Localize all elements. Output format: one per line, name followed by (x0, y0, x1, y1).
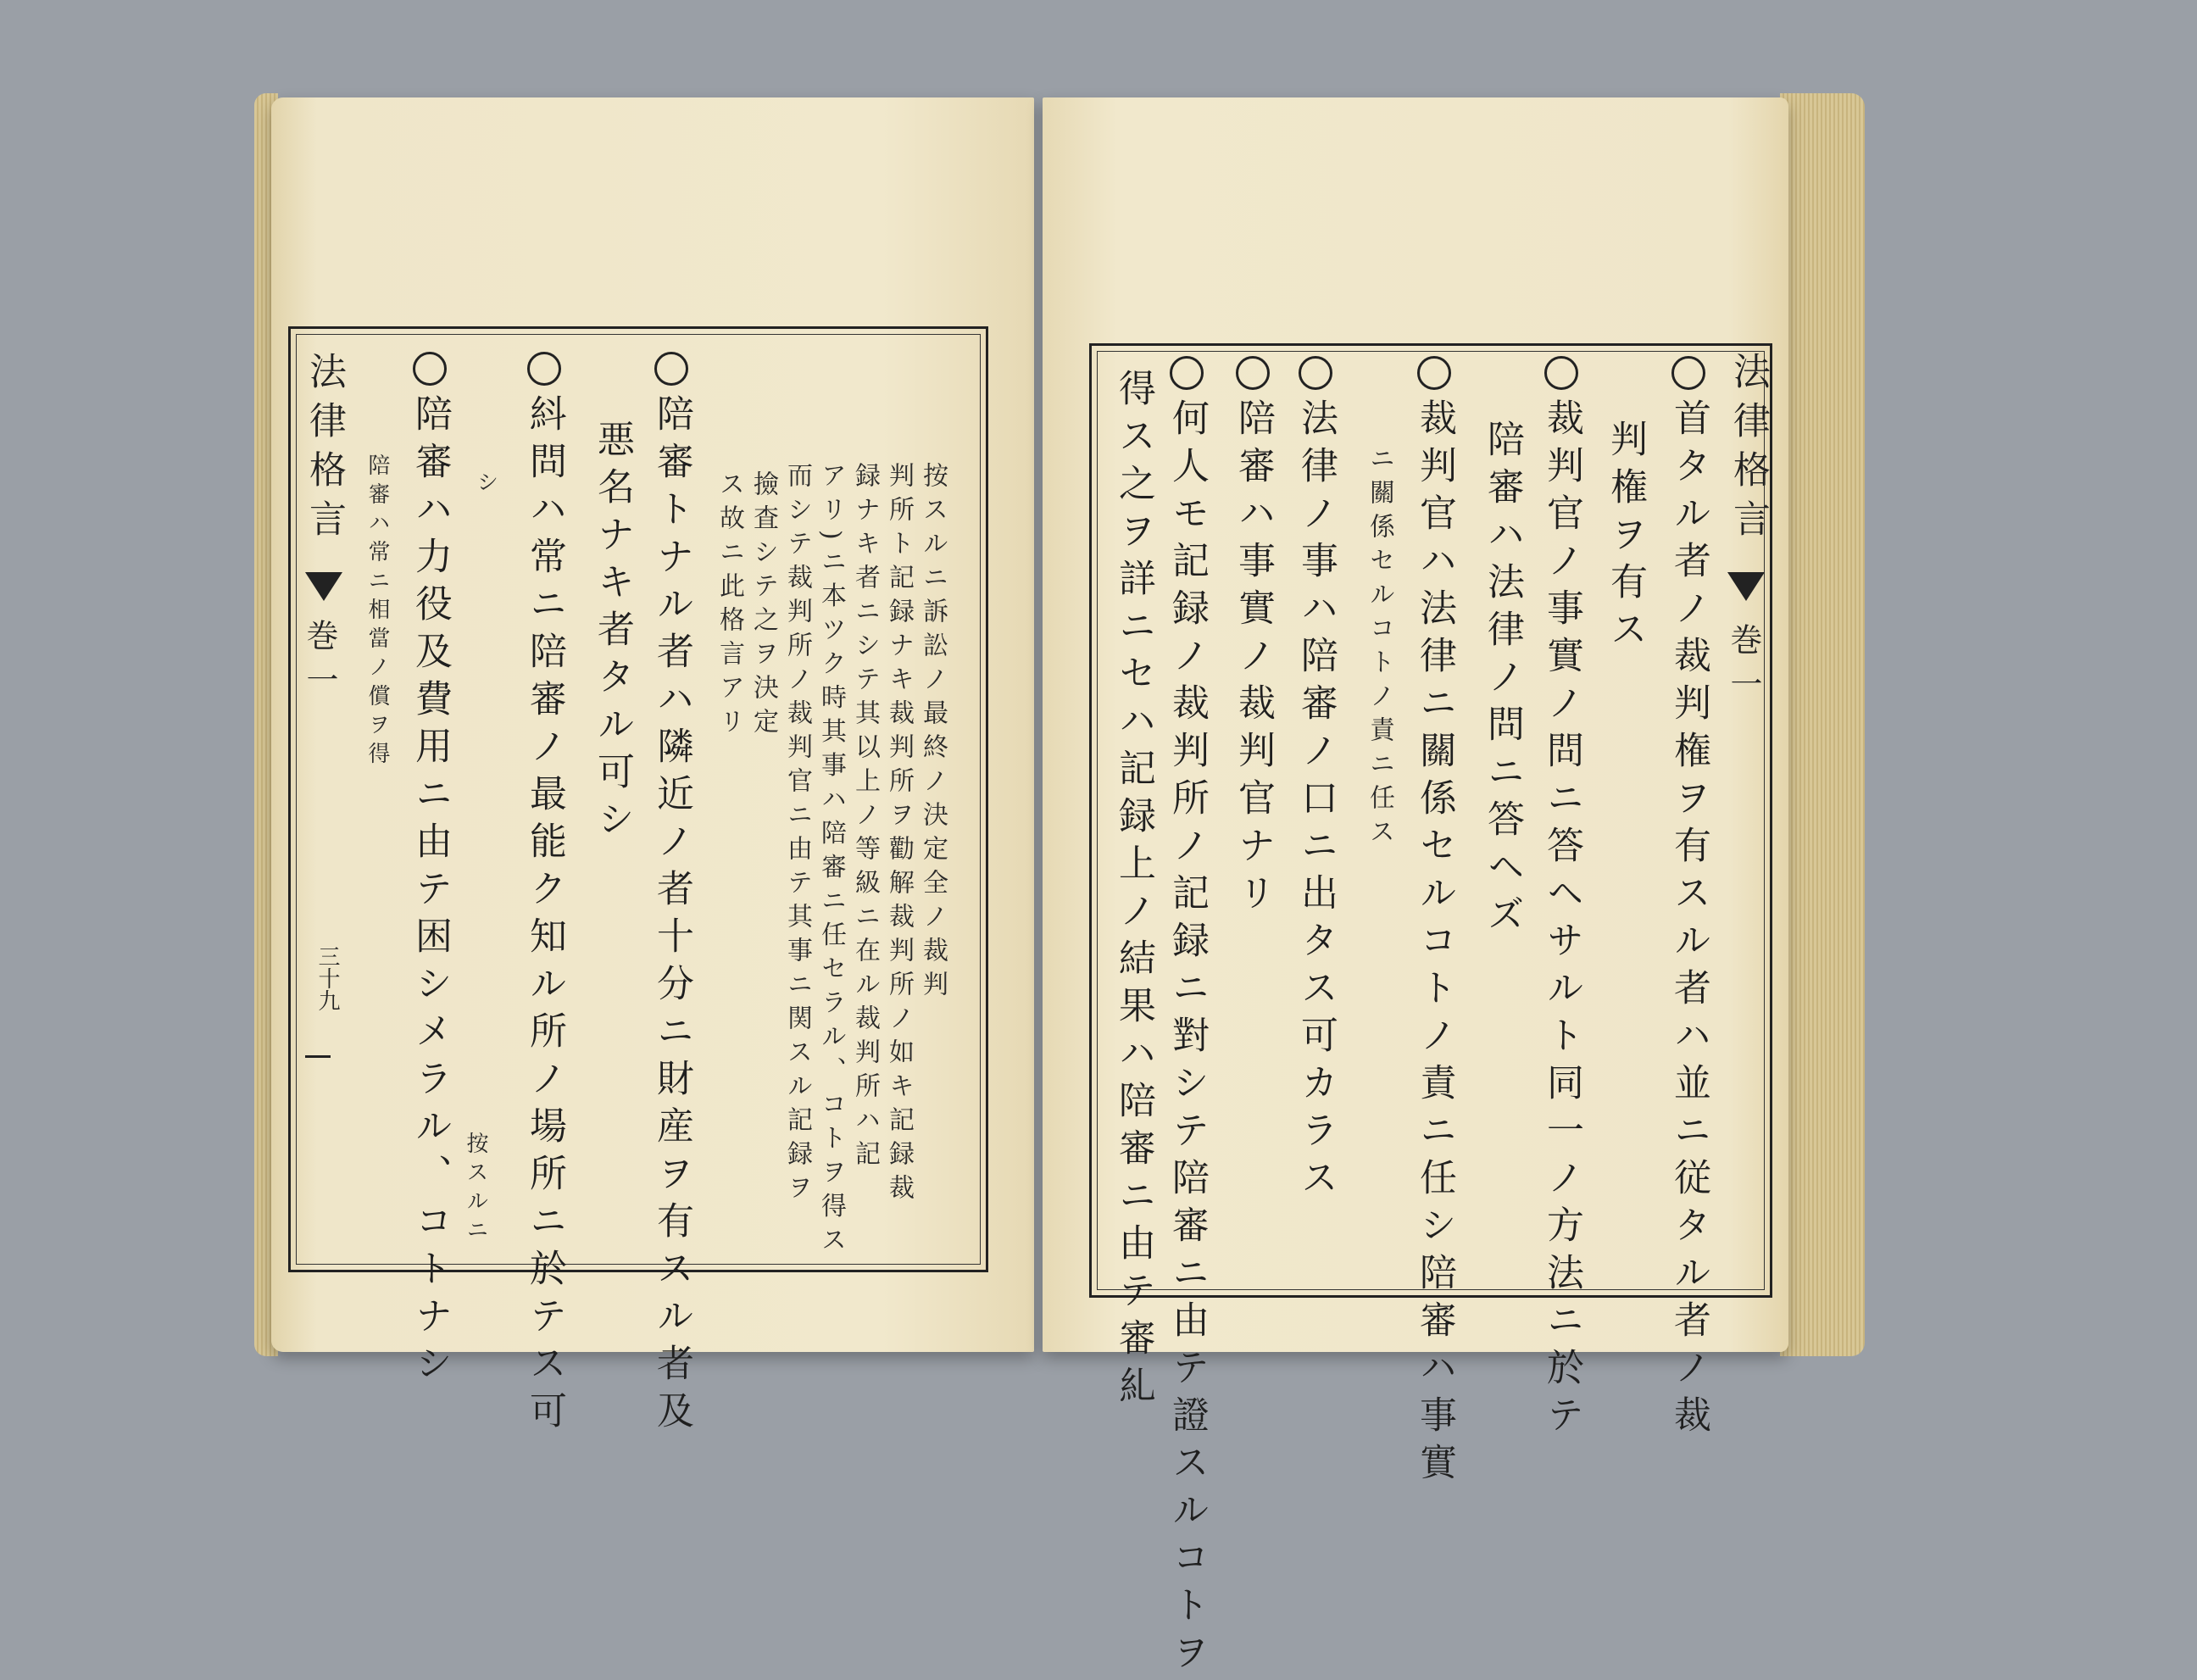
text-column: 陪審ハ法律ノ問ニ答ヘズ (1481, 420, 1524, 942)
text-column: 法律ノ事ハ陪審ノ口ニ出タス可カラス (1297, 356, 1334, 1205)
note-column: 判所ト記録ナキ裁判所ヲ勸解裁判所ノ如キ記録裁 (884, 462, 914, 1208)
text-column: 陪審トナル者ハ隣近ノ者十分ニ財産ヲ有スル者及 (653, 352, 690, 1438)
small-note-col: 陪審ハ常ニ相當ノ償ヲ得 (364, 453, 390, 770)
text-column: 紏問ハ常ニ陪審ノ最能ク知ル所ノ場所ニ於テス可 (526, 352, 563, 1438)
circle-mark (527, 352, 561, 386)
text-column: 悪名ナキ者タル可シ (591, 420, 634, 847)
circle-mark (1236, 356, 1270, 390)
small-note-col: シ (473, 470, 498, 499)
circle-mark (1671, 356, 1705, 390)
right-page-title: 法律格言 (1727, 352, 1770, 548)
text-column: 陪審ハ力役及費用ニ由テ困シメラル、コトナシ (411, 352, 448, 1391)
circle-mark (413, 352, 447, 386)
fishtail-mark (305, 572, 342, 601)
left-page-volume: 巻一 (301, 619, 338, 707)
note-column: 而シテ裁判所ノ裁判官ニ由テ其事ニ関スル記録ヲ (782, 462, 812, 1208)
text-column: ニ關係セルコトノ責ニ任ス (1365, 445, 1394, 852)
circle-mark (1544, 356, 1578, 390)
text-column: 得ス之ヲ詳ニセハ記録上ノ結果ハ陪審ニ由テ審糺 (1112, 369, 1155, 1413)
text-column: 判権ヲ有ス (1604, 420, 1647, 657)
note-column: 撿査シテ之ヲ決定 (748, 470, 778, 742)
text-column: 何人モ記録ノ裁判所ノ記録ニ對シテ陪審ニ由テ證スルコトヲ (1168, 356, 1205, 1680)
text-column: 裁判官ノ事實ノ問ニ答ヘサルト同一ノ方法ニ於テ (1543, 356, 1580, 1443)
note-column: 録ナキ者ニシテ其以上ノ等級ニ在ル裁判所ハ記 (850, 462, 880, 1174)
book-right-edge (1780, 93, 1865, 1356)
note-column: アリ)ニ本ツク時其事ハ陪審ニ任セラル、コトヲ得ス (816, 462, 846, 1260)
text-column: 首タル者ノ裁判権ヲ有スル者ハ並ニ従タル者ノ裁 (1670, 356, 1707, 1443)
left-page-number: 三十九 (314, 945, 340, 1011)
right-page (1043, 97, 1788, 1680)
open-book (254, 85, 1882, 1680)
circle-mark (654, 352, 688, 386)
circle-mark (1417, 356, 1451, 390)
circle-mark (1299, 356, 1332, 390)
small-note-col: 按スルニ (463, 1132, 488, 1247)
text-column: 陪審ハ事實ノ裁判官ナリ (1234, 356, 1271, 921)
note-column: 按スルニ訴訟ノ最終ノ決定全ノ裁判 (918, 462, 948, 1004)
text-column: 裁判官ハ法律ニ關係セルコトノ責ニ任シ陪審ハ事實 (1416, 356, 1453, 1490)
note-column: ス故ニ此格言アリ (715, 470, 744, 742)
circle-mark (1170, 356, 1204, 390)
fishtail-mark (1727, 572, 1765, 601)
right-page-volume: 巻一 (1725, 623, 1762, 711)
left-page-title: 法律格言 (303, 352, 346, 548)
left-page (271, 97, 1034, 1438)
page-number-rule (305, 1055, 331, 1058)
